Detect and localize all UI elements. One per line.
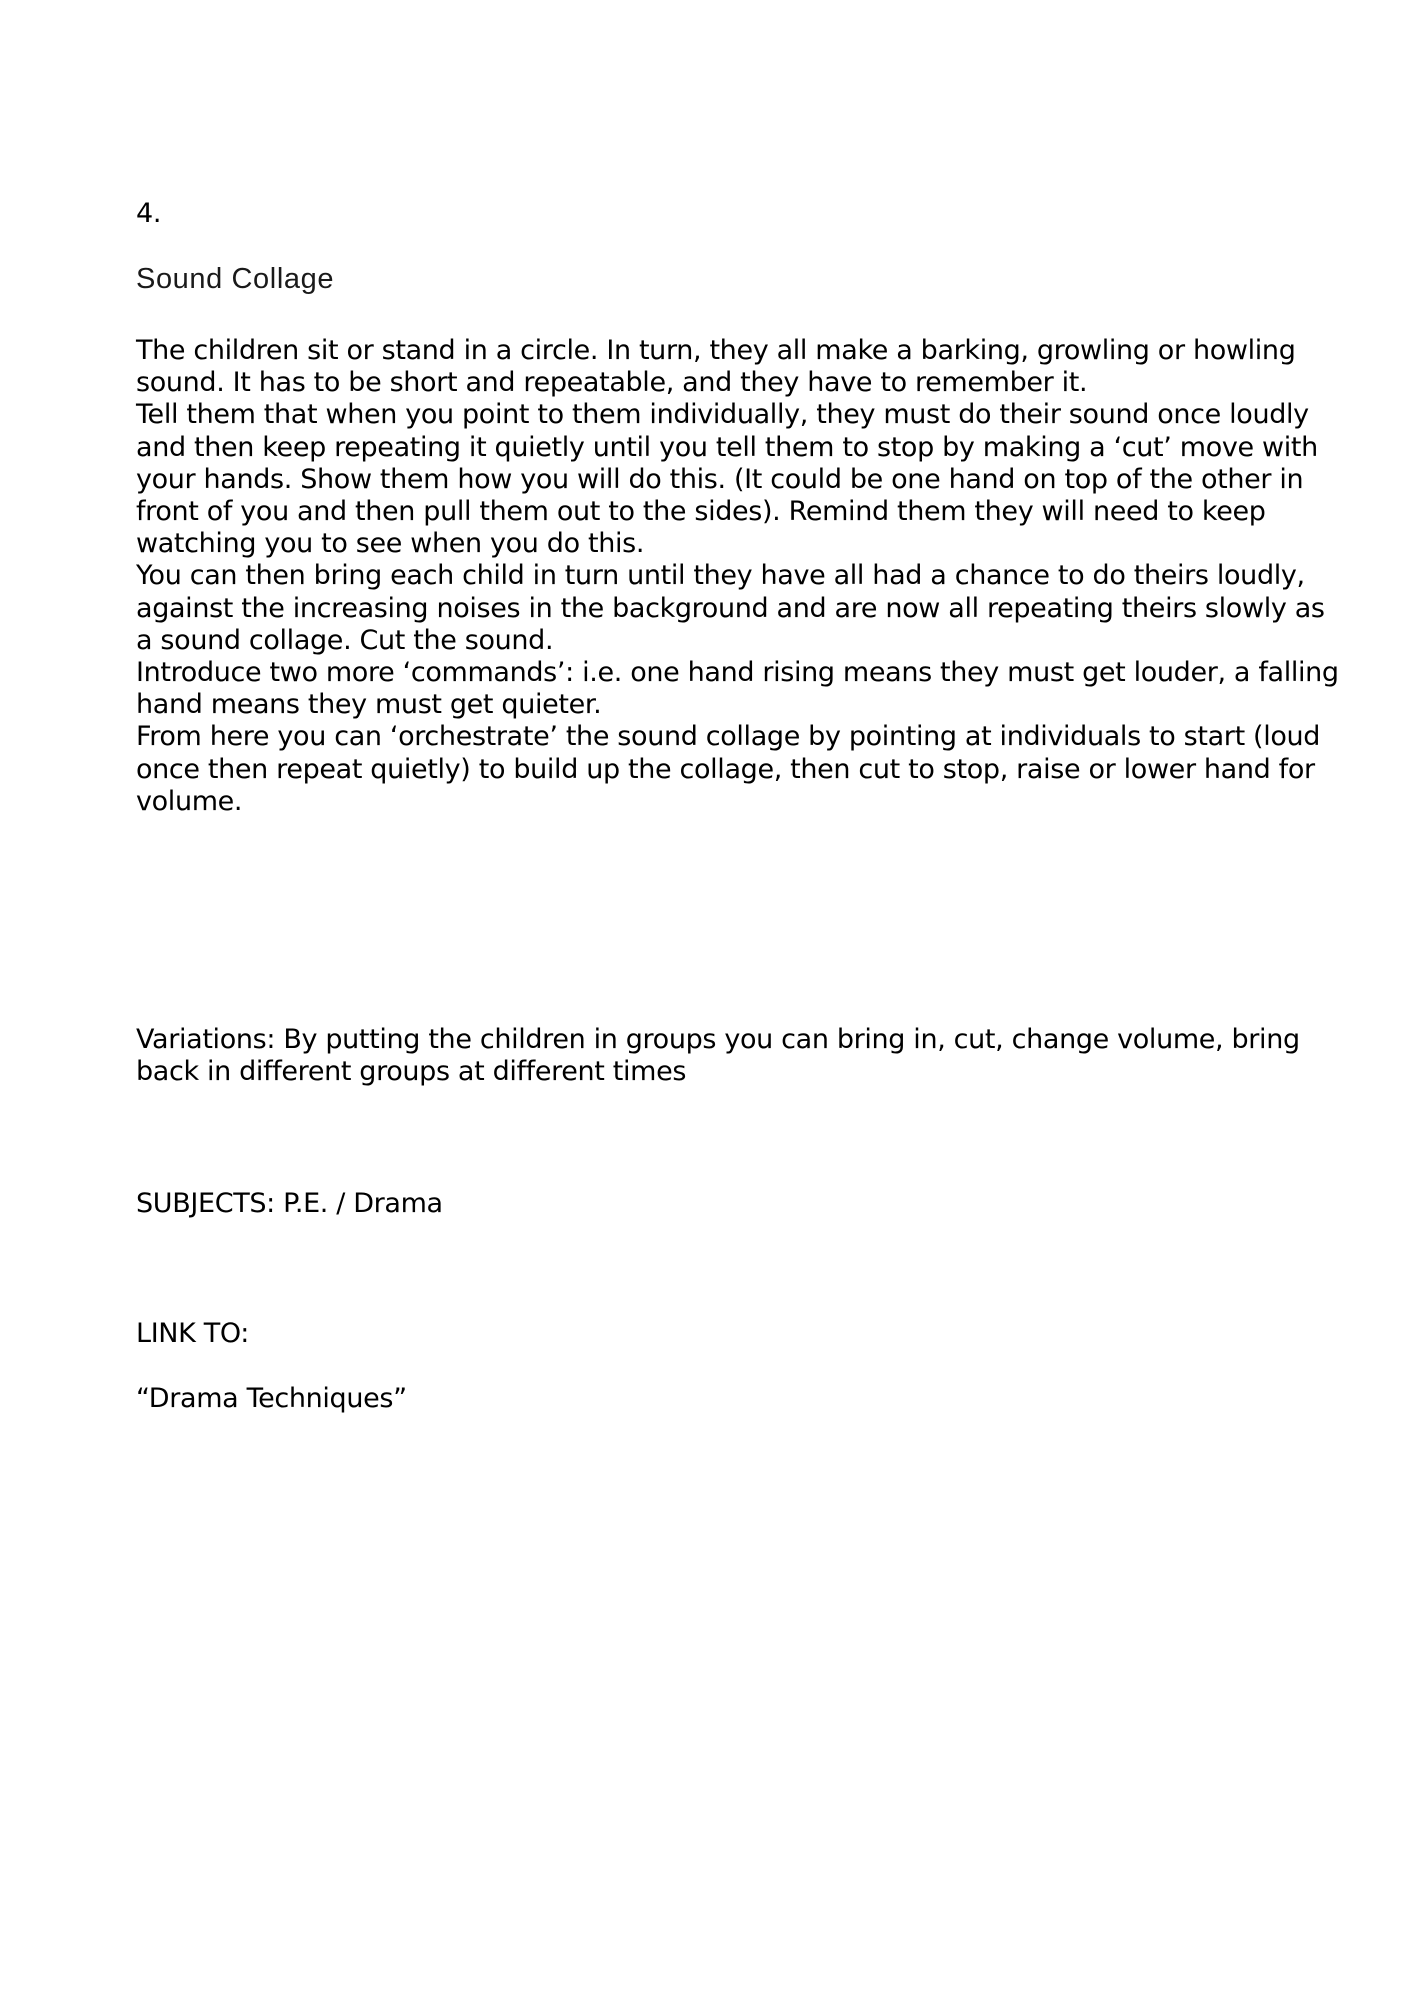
variations-paragraph [136, 1024, 1300, 1088]
body-line: hand means they must get quieter. [136, 689, 602, 721]
body-line: sound. It has to be short and repeatable, and they have to remember it. [136, 367, 1088, 399]
variations-line: Variations: By putting the children in groups you can bring in, cut, change volume, bring [136, 1024, 1300, 1055]
subjects-line: SUBJECTS: P.E. / Drama [136, 1188, 443, 1219]
variations-line: back in different groups at different times [136, 1056, 687, 1088]
section-number: 4. [136, 198, 162, 229]
instructions-body [136, 335, 1339, 818]
page-title: Sound Collage [136, 263, 335, 295]
body-line: against the increasing noises in the background and are now all repeating theirs slowly as [136, 592, 1325, 624]
body-line: your hands. Show them how you will do this. (It could be one hand on top of the other in [136, 463, 1304, 495]
body-line: The children sit or stand in a circle. In turn, they all make a barking, growling or howling [136, 335, 1296, 366]
link-target: “Drama Techniques” [136, 1383, 407, 1414]
body-line: once then repeat quietly) to build up the collage, then cut to stop, raise or lower hand for [136, 753, 1315, 785]
body-line: and then keep repeating it quietly until you tell them to stop by making a ‘cut’ move with [136, 431, 1318, 463]
link-label: LINK TO: [136, 1318, 250, 1349]
body-line: watching you to see when you do this. [136, 528, 645, 560]
body-line: front of you and then pull them out to the sides). Remind them they will need to keep [136, 496, 1266, 528]
body-line: a sound collage. Cut the sound. [136, 624, 554, 656]
body-line: From here you can ‘orchestrate’ the sound collage by pointing at individuals to start (loud [136, 721, 1321, 753]
body-line: volume. [136, 785, 243, 817]
body-line: You can then bring each child in turn until they have all had a chance to do theirs loudly, [136, 560, 1305, 592]
body-line: Introduce two more ‘commands’: i.e. one hand rising means they must get louder, a falling [136, 657, 1339, 689]
body-line: Tell them that when you point to them individually, they must do their sound once loudly [136, 399, 1309, 431]
